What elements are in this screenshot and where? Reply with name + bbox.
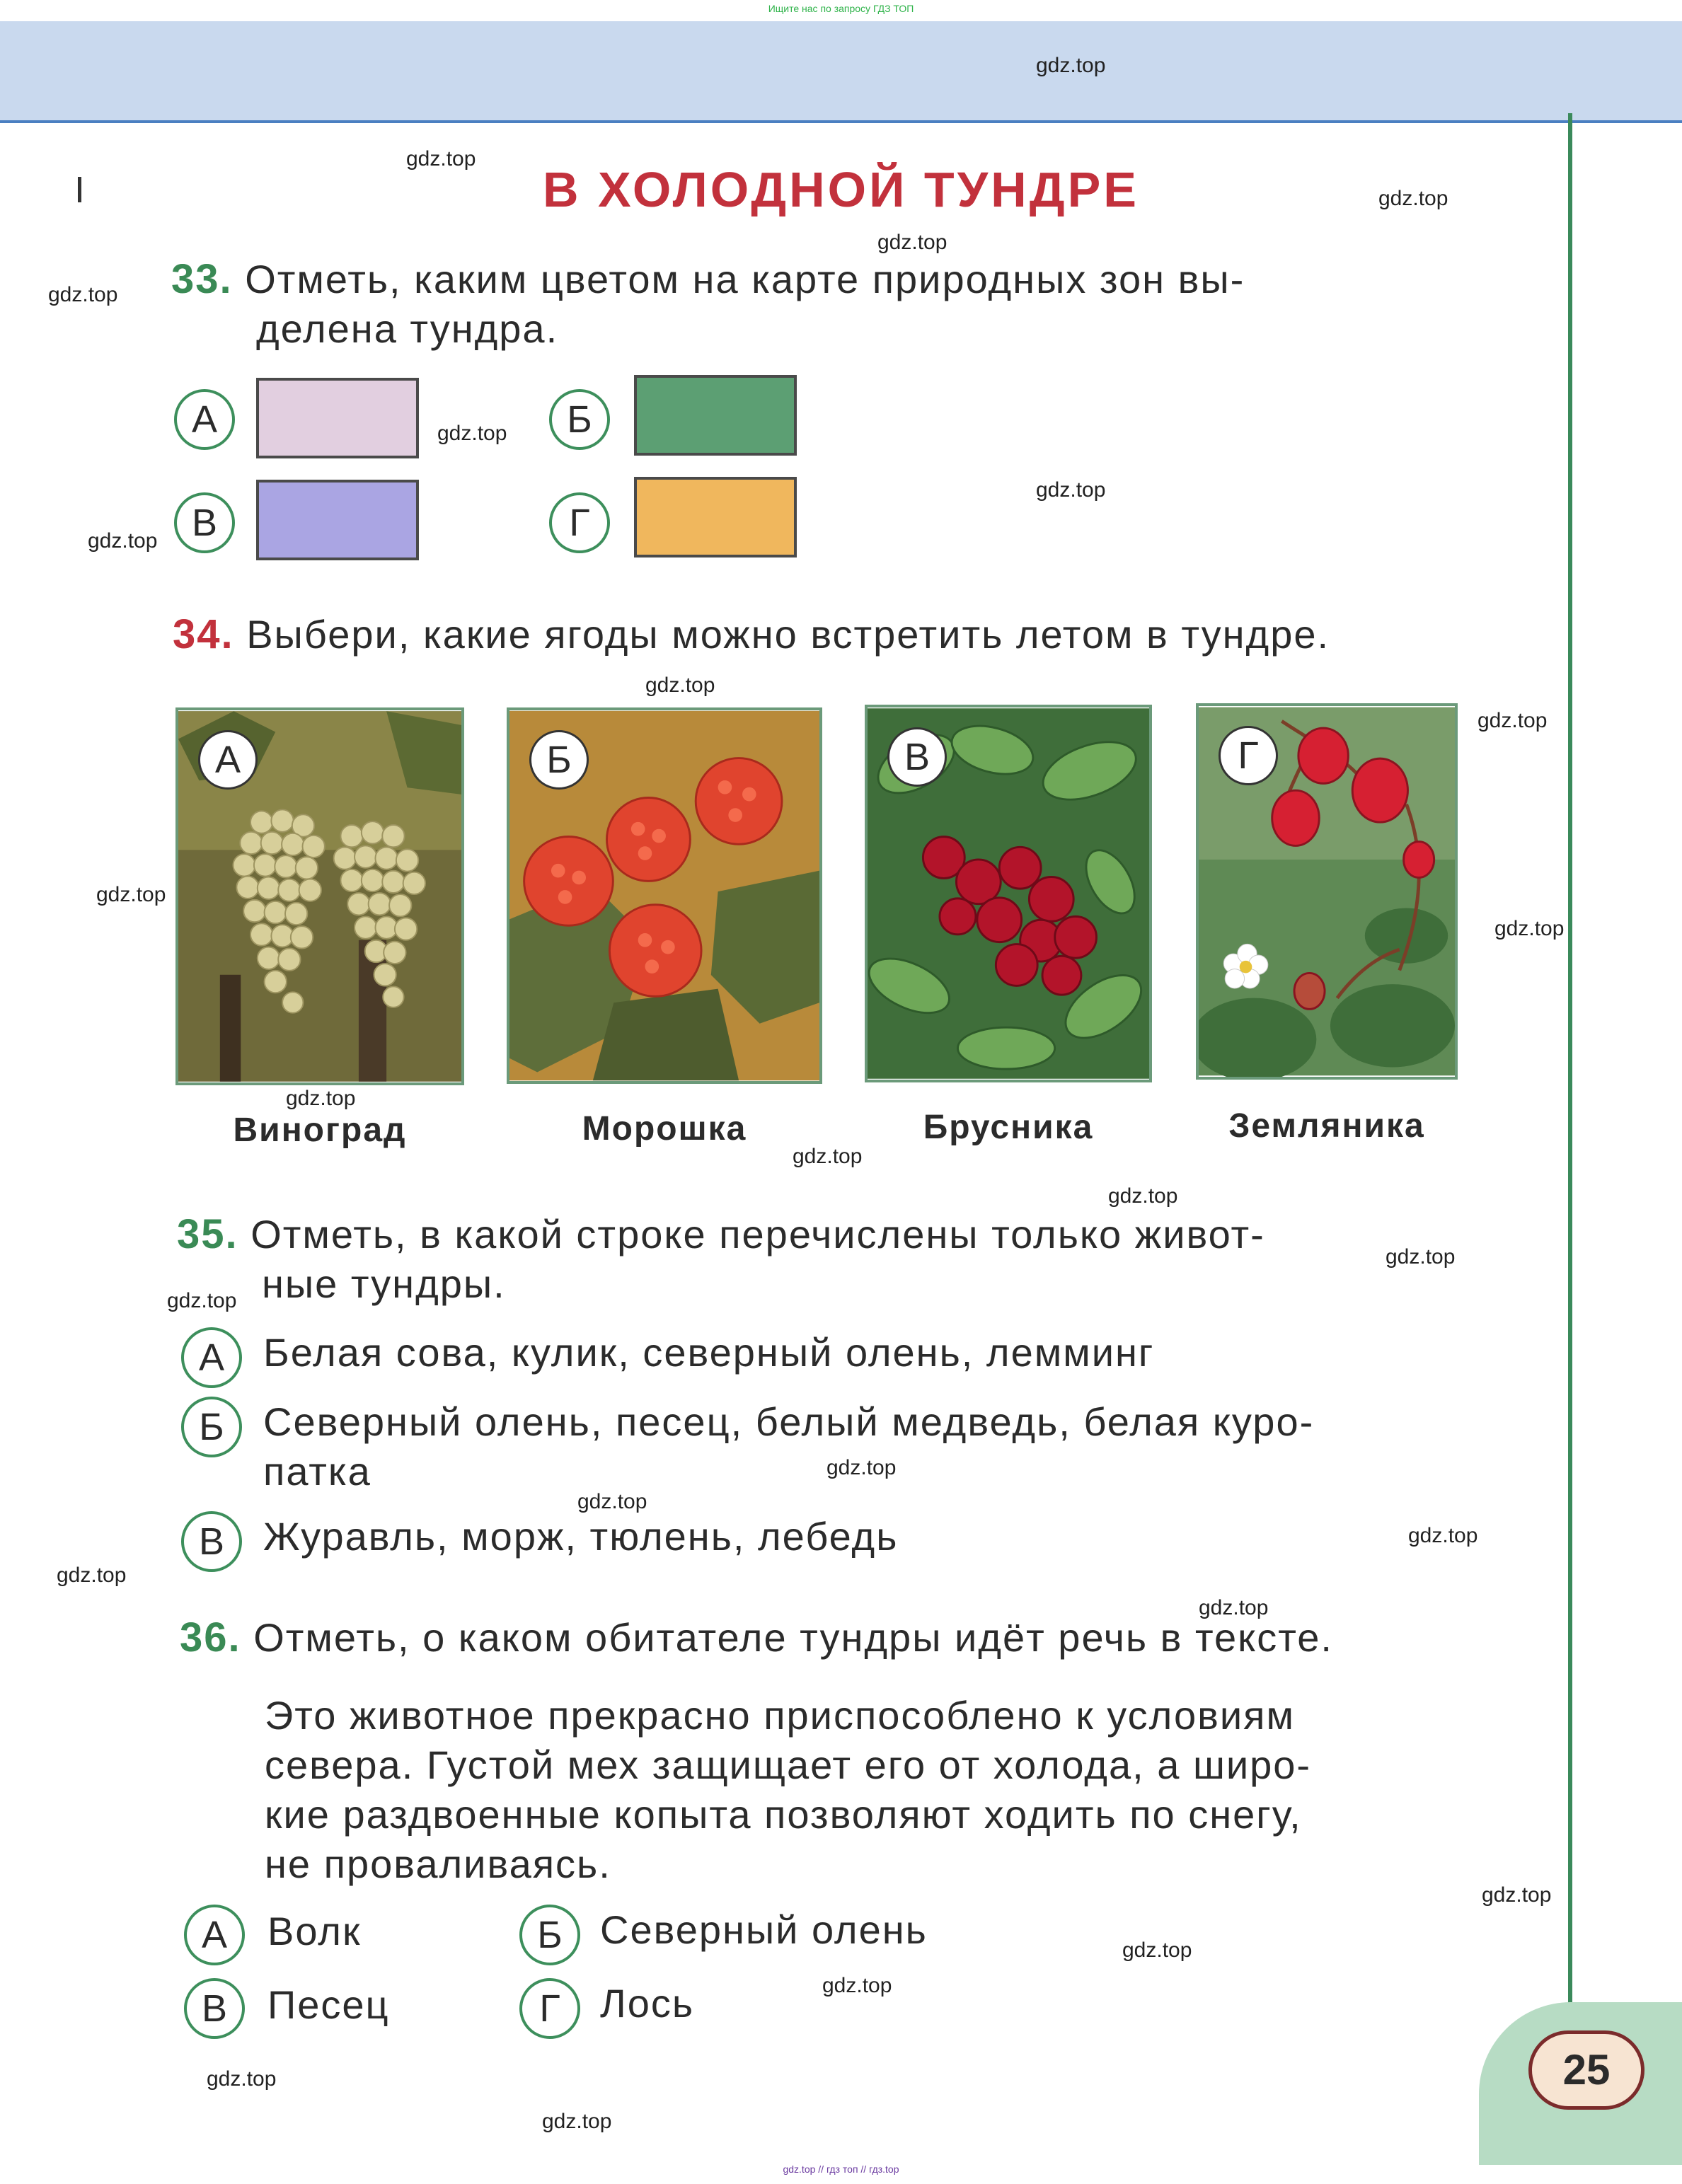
question-number: 35. — [177, 1211, 238, 1257]
watermark: gdz.top — [877, 231, 947, 254]
color-swatch-b — [634, 375, 797, 456]
photo-letter-c: В — [887, 727, 947, 787]
option-a-text: Волк — [267, 1909, 362, 1953]
question-text-cont: делена тундра. — [256, 306, 559, 351]
question-text: Отметь, о каком обитателе тундры идёт речь в тексте. — [253, 1615, 1333, 1660]
question-number: 33. — [171, 256, 233, 302]
photo-lingonberry[interactable] — [865, 705, 1152, 1082]
option-a-text: Белая сова, кулик, северный олень, лемминг — [263, 1330, 1155, 1375]
question-text-cont: ные тундры. — [262, 1261, 506, 1306]
caption-wild-strawberry: Земляника — [1228, 1107, 1425, 1145]
caption-lingonberry: Брусника — [923, 1109, 1094, 1146]
watermark: gdz.top — [793, 1145, 863, 1168]
option-d-text: Лось — [600, 1981, 695, 2026]
watermark: gdz.top — [1386, 1245, 1456, 1269]
page-number: 25 — [1528, 2030, 1644, 2110]
option-b-circle[interactable]: Б — [181, 1397, 242, 1457]
caption-cloudberry: Морошка — [582, 1110, 747, 1148]
option-a-circle[interactable]: А — [184, 1905, 245, 1965]
photo-cloudberry[interactable] — [507, 707, 822, 1084]
option-c-text: Песец — [267, 1982, 390, 2027]
option-a-circle[interactable]: А — [174, 389, 235, 450]
watermark: gdz.top — [577, 1490, 647, 1513]
watermark: gdz.top — [437, 422, 507, 445]
question-text: Выбери, какие ягоды можно встретить летом в тундре. — [246, 612, 1330, 657]
watermark: gdz.top — [167, 1289, 237, 1312]
header-band — [0, 21, 1682, 123]
color-swatch-a — [256, 378, 419, 458]
option-d-circle[interactable]: Г — [549, 492, 610, 553]
photo-letter-a: А — [198, 730, 258, 790]
watermark: gdz.top — [645, 674, 715, 697]
option-a-circle[interactable]: А — [181, 1327, 242, 1388]
watermark: gdz.top — [96, 883, 166, 906]
color-swatch-d — [634, 477, 797, 557]
option-b-circle[interactable]: Б — [519, 1905, 580, 1965]
option-b-circle[interactable]: Б — [549, 389, 610, 450]
watermark: gdz.top — [822, 1974, 892, 1997]
color-swatch-c — [256, 480, 419, 560]
question-number: 36. — [180, 1614, 241, 1660]
photo-letter-d: Г — [1219, 726, 1278, 785]
watermark: gdz.top — [88, 529, 158, 553]
question-text: Отметь, каким цветом на карте природных зон вы- — [245, 257, 1245, 301]
caption-grapes: Виноград — [233, 1111, 407, 1149]
question-33 — [171, 255, 1459, 354]
question-number: 34. — [173, 611, 234, 657]
watermark: gdz.top — [1494, 917, 1565, 940]
top-banner-text: Ищите нас по запросу ГДЗ ТОП — [768, 3, 914, 14]
option-c-text: Журавль, морж, тюлень, лебедь — [263, 1514, 899, 1559]
watermark: gdz.top — [57, 1564, 127, 1587]
watermark: gdz.top — [1477, 709, 1548, 732]
watermark: gdz.top — [1122, 1939, 1192, 1962]
watermark: gdz.top — [1482, 1883, 1552, 1907]
question-35 — [177, 1210, 1458, 1309]
question-text: Отметь, в какой строке перечислены только живот- — [250, 1212, 1265, 1256]
page-title: В ХОЛОДНОЙ ТУНДРЕ — [543, 162, 1139, 217]
passage-line: севера. Густой мех защищает его от холода, а широ- — [265, 1743, 1312, 1787]
passage-line: не проваливаясь. — [265, 1842, 611, 1886]
watermark: gdz.top — [406, 147, 476, 171]
photo-grapes[interactable] — [175, 707, 464, 1085]
watermark: gdz.top — [1199, 1596, 1269, 1619]
photo-wild-strawberry[interactable] — [1196, 703, 1458, 1080]
question-36 — [180, 1613, 1468, 1663]
option-c-circle[interactable]: В — [181, 1511, 242, 1572]
watermark: gdz.top — [1036, 54, 1106, 77]
passage-text — [265, 1691, 1468, 1889]
option-b-text: Северный олень — [600, 1907, 928, 1952]
option-b-text: Северный олень, песец, белый медведь, белая куро- — [263, 1399, 1315, 1444]
watermark: gdz.top — [1378, 187, 1448, 210]
passage-line: Это животное прекрасно приспособлено к условиям — [265, 1693, 1295, 1738]
watermark: gdz.top — [48, 283, 118, 306]
option-d-circle[interactable]: Г — [519, 1978, 580, 2039]
passage-line: кие раздвоенные копыта позволяют ходить по снегу, — [265, 1792, 1302, 1837]
watermark: gdz.top — [1408, 1524, 1478, 1547]
option-c-circle[interactable]: В — [174, 492, 235, 553]
watermark: gdz.top — [286, 1087, 356, 1110]
option-b-text-cont: патка — [263, 1449, 371, 1493]
bottom-banner-text: gdz.top // гдз топ // гдз.top — [783, 2163, 899, 2175]
watermark: gdz.top — [826, 1456, 897, 1479]
watermark: gdz.top — [1108, 1184, 1178, 1208]
watermark: gdz.top — [542, 2110, 612, 2133]
photo-letter-b: Б — [529, 730, 589, 790]
watermark: gdz.top — [1036, 478, 1106, 502]
watermark: gdz.top — [207, 2067, 277, 2091]
margin-line — [1568, 113, 1572, 2016]
option-c-circle[interactable]: В — [184, 1978, 245, 2039]
question-34 — [173, 610, 1475, 659]
